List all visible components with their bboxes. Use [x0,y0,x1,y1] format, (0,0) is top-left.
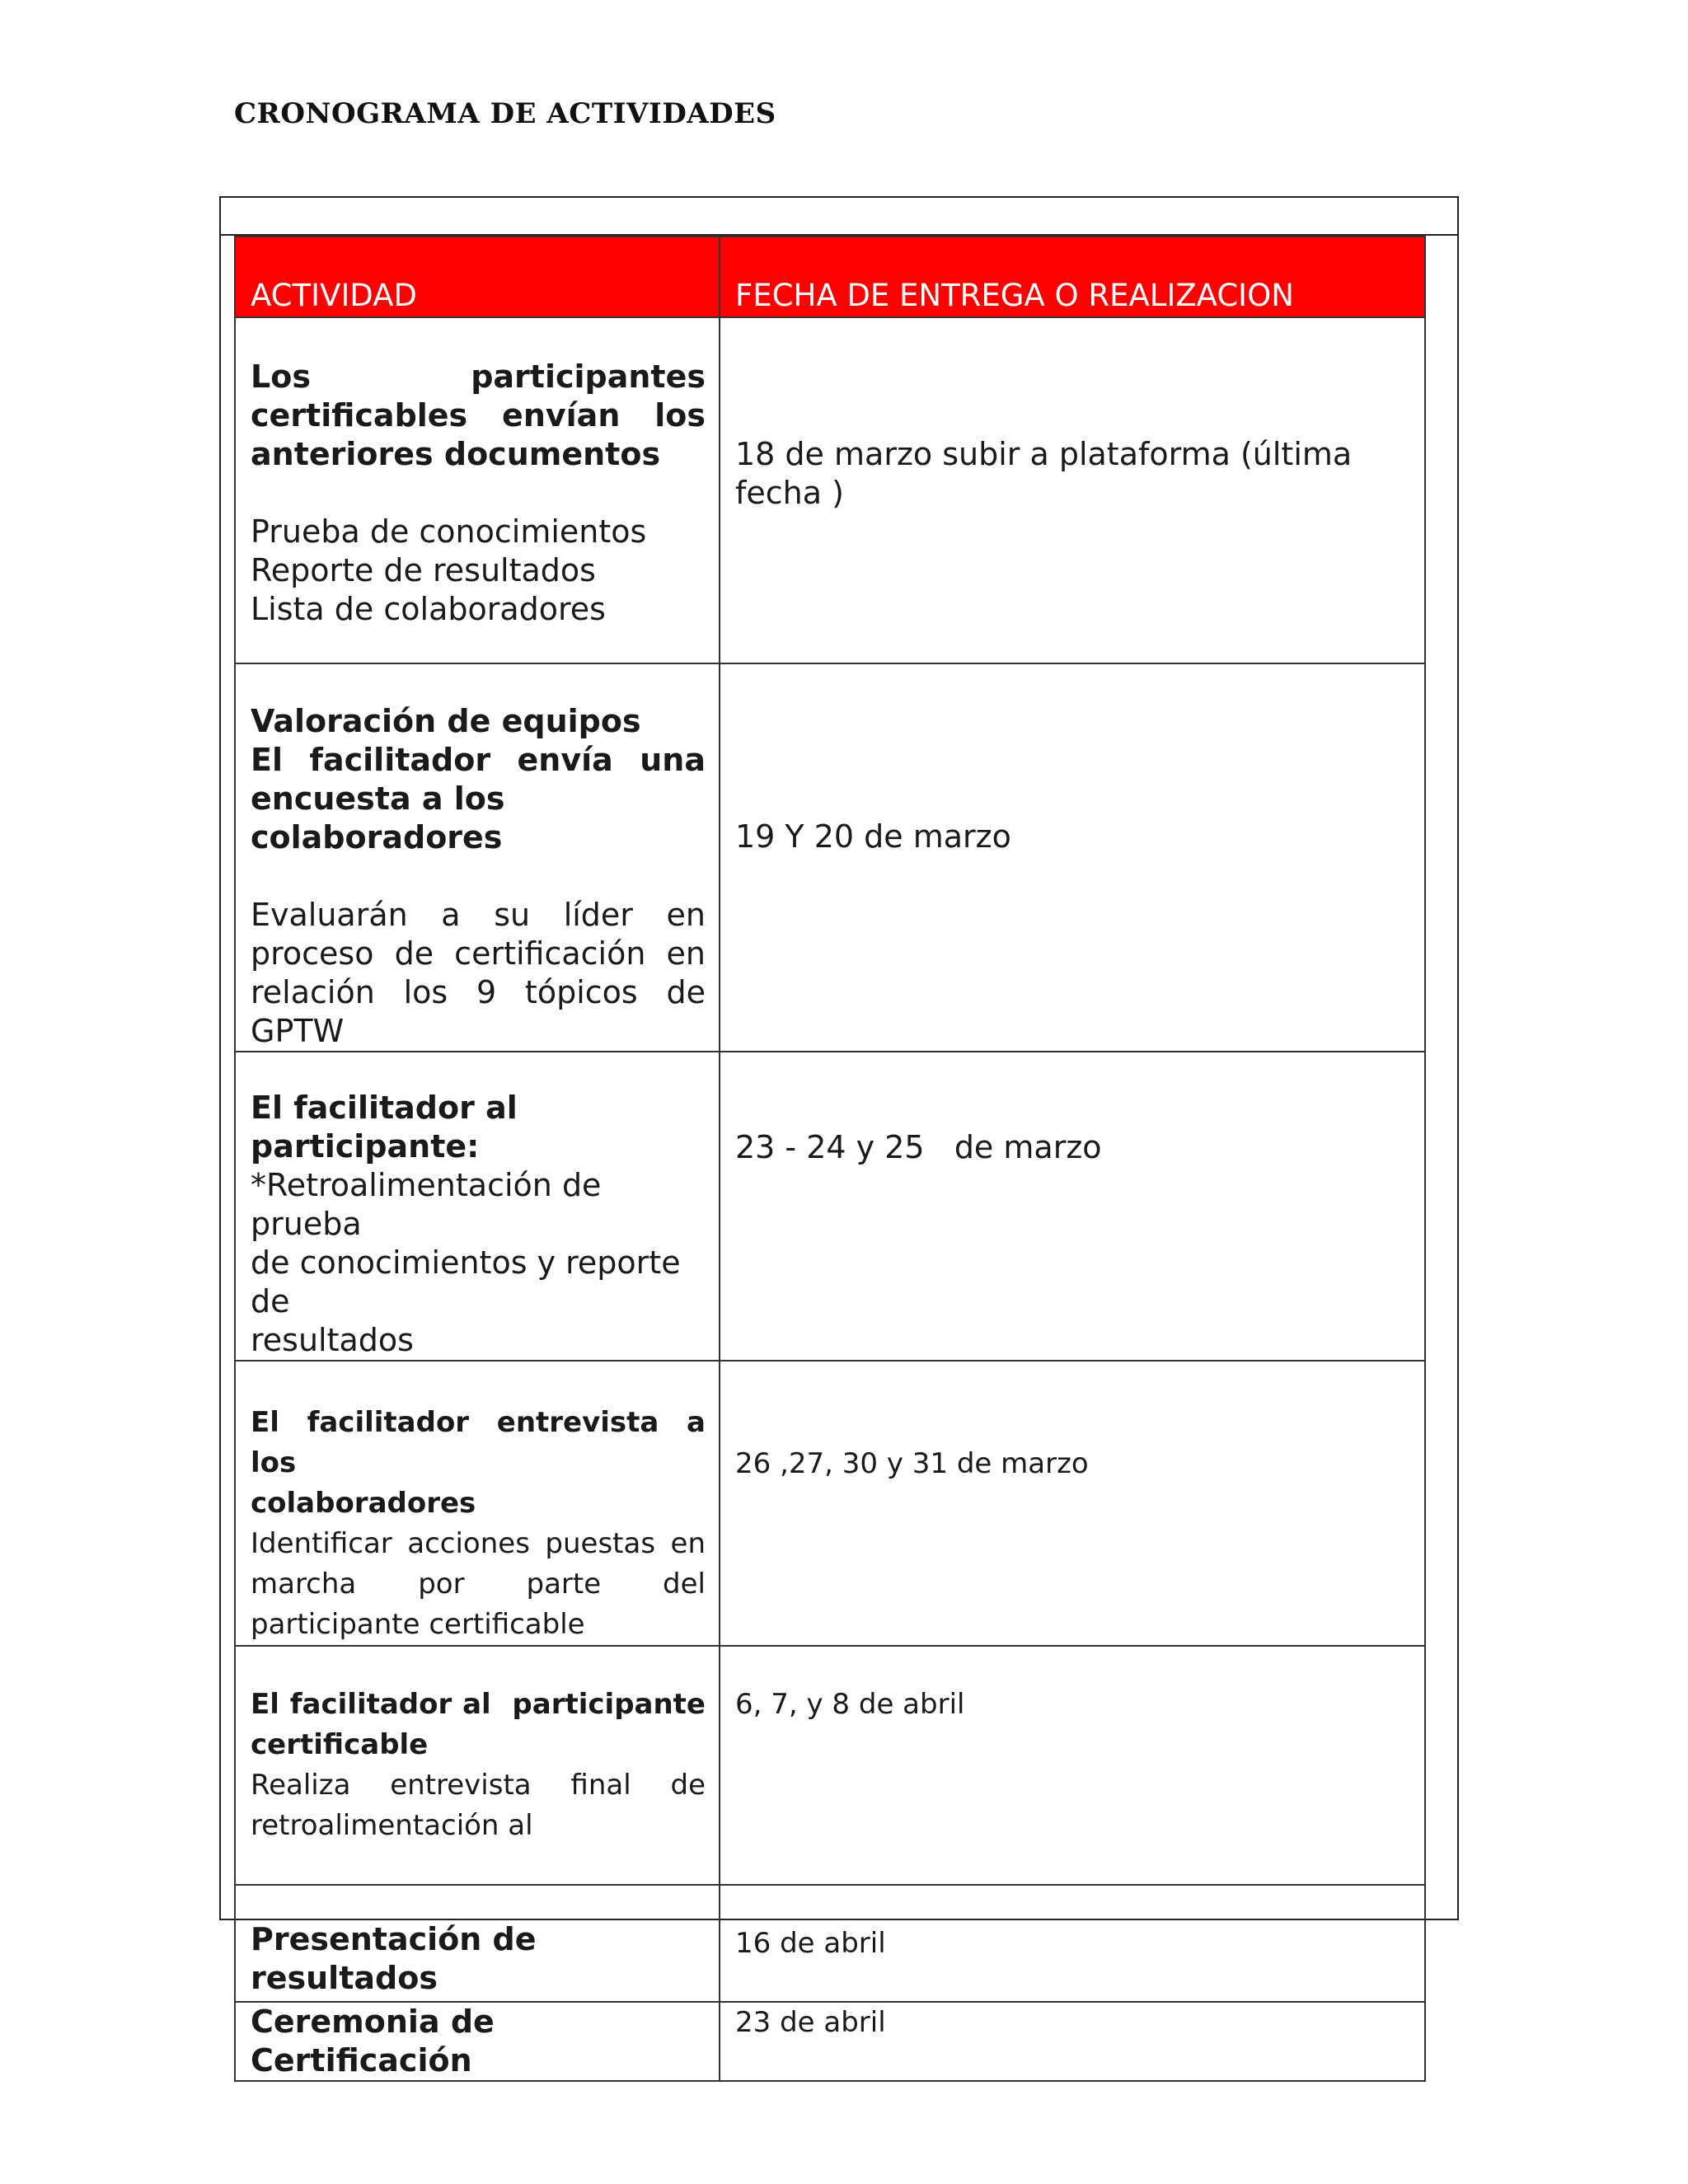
table-header-row [235,237,1425,317]
page-title: CRONOGRAMA DE ACTIVIDADES [234,97,776,130]
schedule-table [234,236,1426,2082]
date-line: 6, 7, y 8 de abril [735,1688,965,1721]
date-line: 26 ,27, 30 y 31 de marzo [735,1447,1089,1480]
activity-detail-line: resultados [251,1322,414,1358]
header-activity: ACTIVIDAD [235,237,720,317]
table-row [235,1885,1425,2002]
table-row [235,2002,1425,2081]
activity-detail-line: proceso de certificación en [251,935,706,972]
activity-title-line: Ceremonia de Certificación [251,2004,495,2079]
table-row [235,1646,1425,1885]
activity-title-line: El facilitador entrevista a los [251,1406,706,1479]
date-cell [720,1361,1425,1646]
activity-title-line: El facilitador al participante [251,1688,706,1721]
activity-detail-line: Prueba de conocimientos [251,513,647,550]
activity-detail-line: participante certificable [251,1608,585,1641]
activity-detail-line: marcha por parte del [251,1568,706,1601]
date-cell [720,663,1425,1052]
date-line: 16 de abril [735,1927,886,1960]
date-line: 19 Y 20 de marzo [735,818,1011,855]
table-row [235,663,1425,1052]
table-row [235,317,1425,663]
activity-title-line: Presentación de resultados [251,1921,537,1996]
activity-detail-line: de conocimientos y reporte de [251,1244,681,1319]
activity-detail-line: Identificar acciones puestas en [251,1527,706,1560]
activity-detail-line: Evaluarán a su líder en [251,897,706,933]
activity-detail-line: Reporte de resultados [251,552,596,588]
activity-detail-line: relación los 9 tópicos de [251,974,706,1010]
activity-cell [235,1052,720,1361]
activity-detail-line: Realiza entrevista final de [251,1769,706,1802]
activity-title-line: anteriores documentos [251,436,661,472]
activity-cell [235,1885,720,2002]
activity-detail-line: retroalimentación al [251,1809,533,1842]
activity-cell [235,1646,720,1885]
activity-cell [235,317,720,663]
activity-title-line: colaboradores [251,1487,476,1520]
activity-cell [235,1361,720,1646]
date-line: 23 de abril [735,2006,886,2039]
activity-title-line: certificable [251,1728,429,1761]
table-row [235,1361,1425,1646]
activity-title-line: encuesta a los colaboradores [251,780,505,855]
table-row [235,1052,1425,1361]
activity-title-line: certificables envían los [251,397,706,434]
date-cell [720,1885,1425,2002]
date-cell [720,1646,1425,1885]
activity-detail-line: Lista de colaboradores [251,591,606,627]
activity-detail-line: *Retroalimentación de prueba [251,1167,602,1242]
date-cell [720,317,1425,663]
activity-detail-line: GPTW [251,1013,345,1049]
header-date: FECHA DE ENTREGA O REALIZACION [720,237,1425,317]
date-cell [720,2002,1425,2081]
activity-title-line: Los participantes [251,359,706,395]
activity-title-line: Valoración de equipos [251,703,641,739]
activity-cell [235,2002,720,2081]
date-cell [720,1052,1425,1361]
activity-title-line: El facilitador envía una [251,742,706,778]
date-line: 18 de marzo subir a plataforma (última [735,436,1353,472]
activity-cell [235,663,720,1052]
date-line: fecha ) [735,475,844,511]
date-line: 23 - 24 y 25 de marzo [735,1129,1102,1165]
activity-title-line: El facilitador al participante: [251,1090,518,1165]
